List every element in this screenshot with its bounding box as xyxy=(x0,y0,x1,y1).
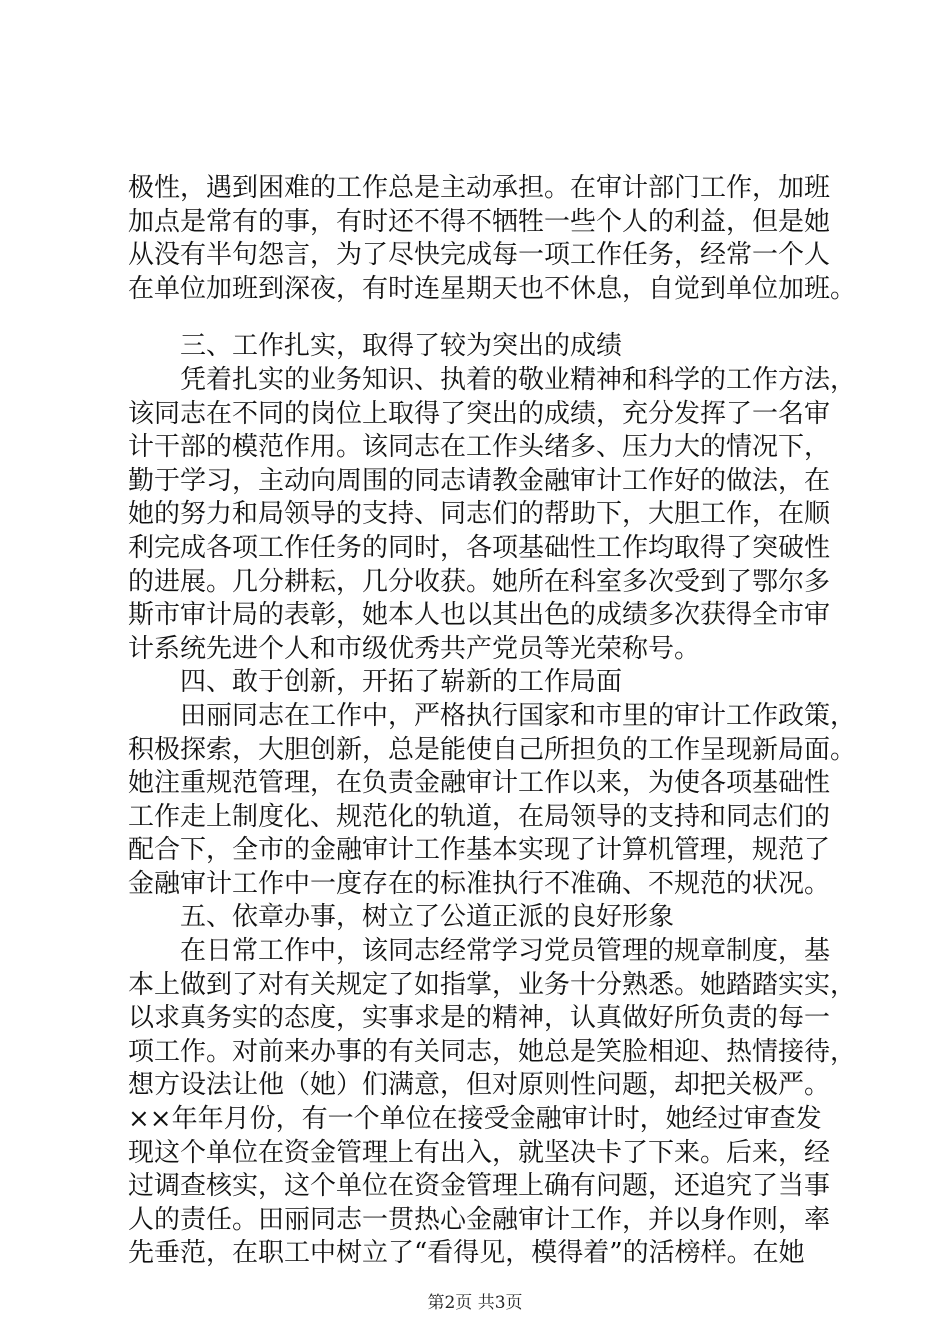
text-line: 的进展。几分耕耘，几分收获。她所在科室多次受到了鄂尔多 xyxy=(128,566,831,597)
section-heading-4: 四、敢于创新，开拓了崭新的工作局面 xyxy=(180,667,623,698)
text-line: ××年年月份，有一个单位在接受金融审计时，她经过审查发 xyxy=(128,1104,822,1135)
text-line: 想方设法让他（她）们满意，但对原则性问题，却把关极严。 xyxy=(128,1070,831,1101)
body-text xyxy=(128,172,857,1271)
paragraph-3 xyxy=(128,364,857,666)
text-line: 计系统先进个人和市级优秀共产党员等光荣称号。 xyxy=(128,633,701,664)
text-line: 本上做到了对有关规定了如指掌，业务十分熟悉。她踏踏实实， xyxy=(128,969,857,1000)
text-line: 凭着扎实的业务知识、执着的敬业精神和科学的工作方法， xyxy=(180,364,857,395)
text-line: 配合下，全市的金融审计工作基本实现了计算机管理，规范了 xyxy=(128,835,831,866)
text-line: 项工作。对前来办事的有关同志，她总是笑脸相迎、热情接待， xyxy=(128,1036,857,1067)
text-line: 积极探索，大胆创新，总是能使自己所担负的工作呈现新局面。 xyxy=(128,734,857,765)
paragraph-spacer xyxy=(128,306,828,330)
text-line: 田丽同志在工作中，严格执行国家和市里的审计工作政策， xyxy=(180,700,857,731)
text-line: 人的责任。田丽同志一贯热心金融审计工作，并以身作则，率 xyxy=(128,1204,831,1235)
text-line: 过调查核实，这个单位在资金管理上确有问题，还追究了当事 xyxy=(128,1171,831,1202)
text-line: 从没有半句怨言，为了尽快完成每一项工作任务，经常一个人 xyxy=(128,240,831,271)
text-line: 该同志在不同的岗位上取得了突出的成绩，充分发挥了一名审 xyxy=(128,398,831,429)
section-heading-5: 五、依章办事，树立了公道正派的良好形象 xyxy=(180,902,675,933)
paragraph-5 xyxy=(128,935,857,1271)
text-line: 工作走上制度化、规范化的轨道，在局领导的支持和同志们的 xyxy=(128,801,831,832)
text-line: 勤于学习，主动向周围的同志请教金融审计工作好的做法，在 xyxy=(128,465,831,496)
text-line: 她注重规范管理，在负责金融审计工作以来，为使各项基础性 xyxy=(128,768,831,799)
text-line: 在单位加班到深夜，有时连星期天也不休息，自觉到单位加班。 xyxy=(128,273,857,304)
text-line: 她的努力和局领导的支持、同志们的帮助下，大胆工作，在顺 xyxy=(128,499,831,530)
paragraph-1 xyxy=(128,172,857,306)
text-line: 斯市审计局的表彰，她本人也以其出色的成绩多次获得全市审 xyxy=(128,600,831,631)
paragraph-4 xyxy=(128,700,857,902)
text-line: 金融审计工作中一度存在的标准执行不准确、不规范的状况。 xyxy=(128,868,831,899)
text-line: 在日常工作中，该同志经常学习党员管理的规章制度，基 xyxy=(180,936,831,967)
text-line: 极性，遇到困难的工作总是主动承担。在审计部门工作，加班 xyxy=(128,173,831,203)
text-line: 加点是常有的事，有时还不得不牺牲一些个人的利益，但是她 xyxy=(128,206,831,237)
text-line: 先垂范，在职工中树立了“看得见，模得着”的活榜样。在她 xyxy=(128,1238,805,1269)
section-heading-3: 三、工作扎实，取得了较为突出的成绩 xyxy=(180,331,623,362)
text-line: 计干部的模范作用。该同志在工作头绪多、压力大的情况下， xyxy=(128,432,831,463)
text-line: 利完成各项工作任务的同时，各项基础性工作均取得了突破性 xyxy=(128,532,831,563)
text-line: 以求真务实的态度，实事求是的精神，认真做好所负责的每一 xyxy=(128,1003,831,1034)
text-line: 现这个单位在资金管理上有出入，就坚决卡了下来。后来，经 xyxy=(128,1137,831,1168)
page-footer: 第2页 共3页 xyxy=(427,1293,523,1313)
